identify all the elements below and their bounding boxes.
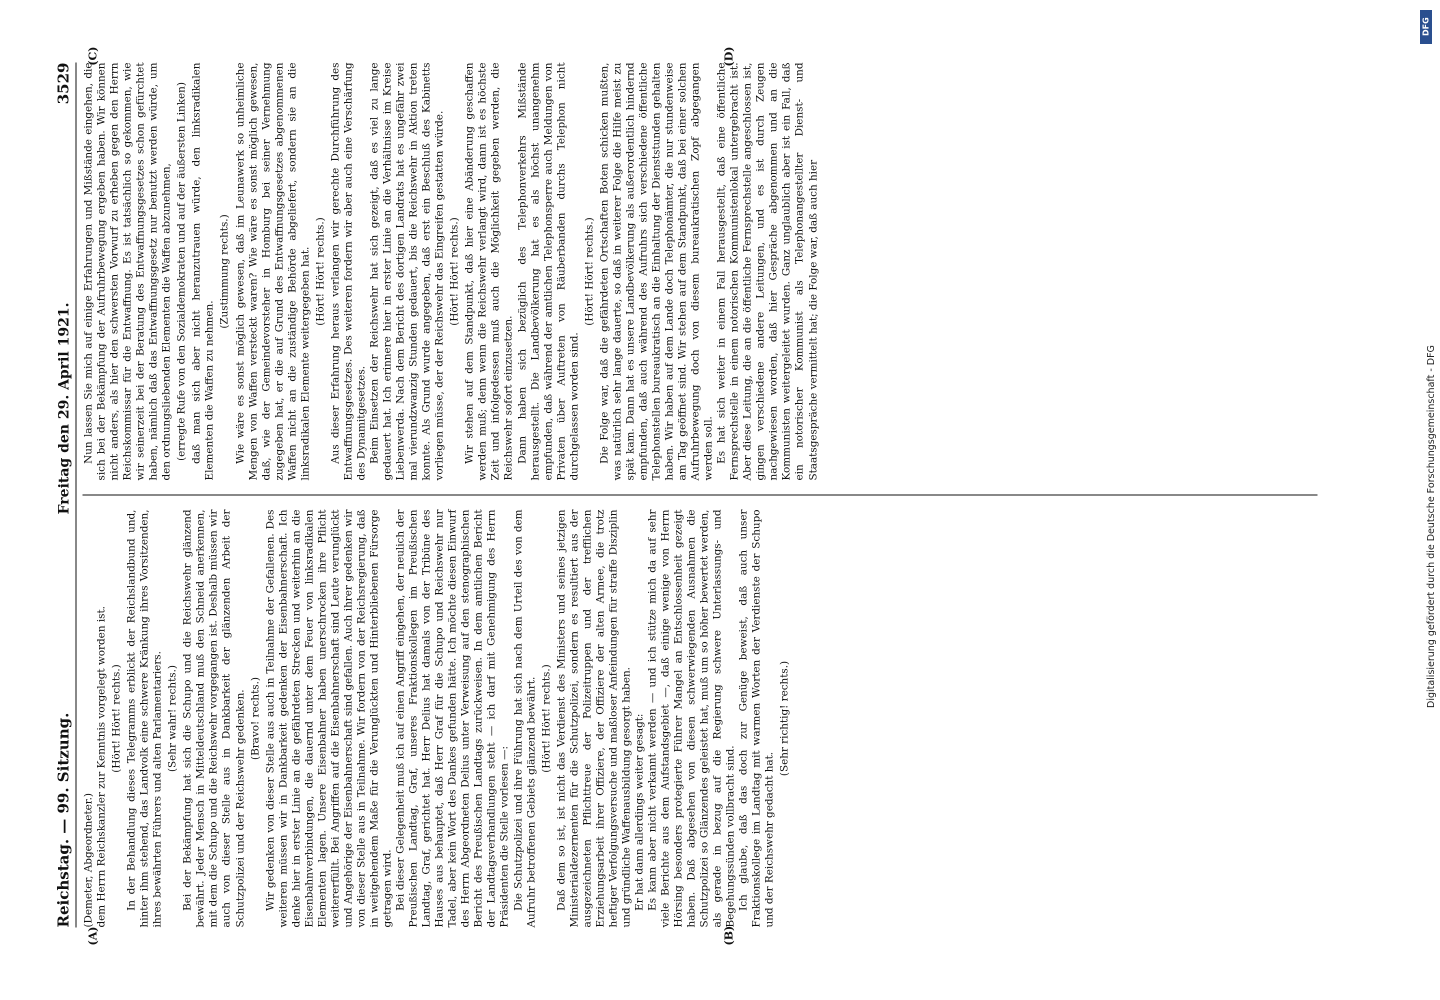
- interjection: (Sehr wahr! rechts.): [166, 664, 179, 772]
- paragraph: Bei dieser Gelegenheit muß ich auf einen Angriff eingehen, der neulich der Preußischen Landtag, Graf, unseres Fraktionskollegen im Preußischen Landtag, Graf, gerichtet hat. Herr Delius hat damals von der Tribüne des Hauses aus behauptet, daß Herr Graf für die Schupo und Reichswehr nur Tadel, aber kein Wort des Dankes gefunden hätte. Ich möchte diesen Einwurf des Herrn Abgeordneten Delius unter Verweisung auf den stenographischen Bericht des Preußischen Landtags zurückweisen. In dem amtlichen Bericht der Landtagsverhandlungen steht — ich darf mit Genehmigung des Herrn Präsidenten die Stelle vorlesen —:: [394, 509, 511, 927]
- paragraph: Daß dem so ist, ist nicht das Verdienst des Ministers und seines jetzigen Ministerialdezernenten für die Schutzpolizei, sondern es resultiert aus der ausgezeichneten Pflichttreue der Polizeitruppen und der trefflichen Erziehungsarbeit ihrer Offiziere, der Offiziere der alten Armee, die trotz heftiger Verfolgungsversuche und maßloser Anfeindungen für straffe Disziplin und gründliche Waffenausbildung gesorgt haben.: [554, 509, 632, 927]
- margin-label-a: (A): [86, 926, 99, 945]
- margin-label-b: (B): [722, 925, 735, 945]
- paragraph: daß man sich aber nicht heranzutrauen würde, den linksradikalen Elementen die Waffen zu nehmen.: [190, 62, 216, 480]
- paragraph: Wir stehen auf dem Standpunkt, daß hier eine Abänderung geschaffen werden muß; denn wenn die Reichswehr verlangt wird, dann ist es höchste Zeit und infolgedessen muß auch die Möglichkeit gegeben werden, die Reichswehr sofort einzusetzen.: [463, 62, 515, 480]
- text-columns: [82, 46, 1317, 945]
- interjection: (Hört! Hört! rechts.): [539, 663, 552, 773]
- paragraph: Es hat sich weiter in einem Fall herausgestellt, daß eine öffentliche Fernsprechstelle in einem notorischen Kommunistenlokal untergebracht ist. Aber diese Leitung, die an die öffentliche Fernsprechstelle angeschlossen ist, gingen verschiedene andere Leitungen, und es ist durch Zeugen nachgewiesen worden, daß hier Gespräche abgenommen und an die Kommunisten weitergeleitet wurden. Ganz unglaublich aber ist ein Fall, daß ein notorischer Kommunist als Telephonangestellter Dienst- und Staatsgespräche vermittelt hat; die Folge war, daß auch hier: [715, 62, 819, 480]
- paragraph: Dann haben sich bezüglich des Telephonverkehrs Mißstände herausgestellt. Die Landbevölkerung hat es als höchst unangenehm empfunden, daß während der amtlichen Telephonsperre auch Meldungen von Privaten über Auftreten von Räuberbanden durchs Telephon nicht durchgelassen worden sind.: [515, 62, 580, 480]
- interjection: (Hört! Hört! rechts.): [110, 663, 123, 773]
- paragraph: Wir gedenken von dieser Stelle aus auch in Teilnahme der Gefallenen. Des weiteren müssen wir in Dankbarkeit gedenken der Eisenbahnerschaft. Ich denke hier in erster Linie an die gefährdeten Strecken und weiterhin an die Eisenbahnverbindungen, die dauernd unter dem Feuer von linksradikalen Elementen lagen. Unsere Eisenbahner haben unerschrocken ihre Pflicht weitererfüllt. Bei Angriffen auf die Eisenbahnerschaft sind Leute verunglückt und Angehörige der Eisenbahnerschaft sind gefallen. Auch ihrer gedenken wir von dieser Stelle aus in Teilnahme. Wir fordern von der Reichsregierung, daß in weitgehendem Maße für die Verunglückten und Hinterbliebenen Fürsorge getragen wird.: [263, 509, 394, 927]
- margin-label-d: (D): [722, 46, 735, 66]
- paragraph: Er hat dann allerdings weiter gesagt:: [632, 713, 645, 911]
- paragraph: Beim Einsetzen der Reichswehr hat sich gezeigt, daß es viel zu lange gedauert hat. Ich erinnere hier in erster Linie an die Verhältnisse im Kreise Liebenwerda. Nach dem Bericht des dortigen Landrats hat es ungefähr zwei mal vierundzwanzig Stunden gedauert, bis die Reichswehr in Aktion treten konnte. Als Grund wurde angegeben, daß erst ein Beschluß des Kabinetts vorliegen müsse, der der Reichswehr das Eingreifen gestatten würde.: [367, 62, 446, 480]
- paragraph: Ich glaube, daß das doch zur Genüge beweist, daß auch unser Fraktionskollege im Landtag mit warmen Worten der Verdienste der Schupo und der Reichswehr gedacht hat.: [737, 509, 776, 927]
- paragraph: In der Behandlung dieses Telegramms erblickt der Reichslandbund und, hinter ihm stehend, das Landvolk eine schwere Kränkung ihres Vorsitzenden, ihres bewährten Führers und alten Parlamentariers.: [125, 509, 164, 927]
- interjection: (Zustimmung rechts.): [218, 213, 231, 329]
- header-date: Freitag den 29. April 1921.: [56, 302, 72, 514]
- page-number: 3529: [54, 62, 72, 104]
- right-column: [82, 46, 1317, 480]
- digitization-credit: [1422, 8, 1440, 998]
- column-divider: [82, 494, 1317, 495]
- paragraph: Es kann aber nicht verkannt werden — und ich stütze mich da auf sehr viele Berichte aus dem Aufstandsgebiet —, daß einige wenige von Herrn Hörsing besonders protegierte Führer Mangel an Entschlossenheit gezeigt haben. Daß abgesehen von diesen schwerwiegenden Ausnahmen die Schutzpolizei so Glänzendes geleistet hat, muß um so höher bewertet werden, als gerade in bezug auf die Regierung schwere Unterlassungs- und Begehungssünden vollbracht sind.: [645, 509, 737, 927]
- interjection: (Bravo! rechts.): [248, 676, 261, 760]
- paragraph: Die Folge war, daß die gefährdeten Ortschaften Boten schicken mußten, was natürlich sehr lange dauerte, so daß in weiterer Folge die Hilfe meist zu spät kam. Dann hat es unsere Landbevölkerung als außerordentlich hindernd empfunden, daß auch während des Aufruhrs sich verschiedene öffentliche Telephonstellen bureaukratisch an die Einhaltung der Dienststunden gehalten haben. Wir haben auf dem Lande doch Telephonämter, die nur stundenweise am Tag geöffnet sind. Wir stehen auf dem Standpunkt, daß bei einer solchen Aufruhrbewegung doch von diesem bureaukratischen Zopf abgegangen werden soll.: [597, 62, 715, 480]
- rotated-content: [48, 44, 1348, 949]
- left-column: [82, 509, 1317, 945]
- header-left: Reichstag. — 99. Sitzung.: [54, 712, 72, 927]
- interjection: (Sehr richtig! rechts.): [778, 660, 791, 776]
- paragraph: Nun lassen Sie mich auf einige Erfahrungen und Mißstände eingehen, die sich bei der Bekämpfung der Aufruhrbewegung ergeben haben. Wir können nicht anders, als hier den schwersten Vorwurf zu erheben gegen den Herrn Reichskommissar für die Entwaffnung. Es ist tatsächlich so gekommen, wie wir seinerzeit bei der Beratung des Entwaffnungsgesetzes schon gefürchtet haben, nämlich daß das Entwaffnungsgesetz nur benutzt werden würde, um den ordnungsliebenden Elementen die Waffen abzunehmen,: [82, 62, 173, 480]
- margin-label-c: (C): [86, 46, 99, 66]
- interjection: (Hört! Hört! rechts.): [582, 216, 595, 326]
- credit-text: Digitalisierung gefördert durch die Deutsche Forschungsgemeinschaft - DFG: [1426, 345, 1437, 708]
- paragraph: Bei der Bekämpfung hat sich die Schupo und die Reichswehr glänzend bewährt. Jeder Mensch in Mitteldeutschland muß den Schneid anerkennen, mit dem die Schupo und die Reichswehr vorgegangen ist. Deshalb müssen wir auch von dieser Stelle aus in Dankbarkeit der glänzenden Arbeit der Schutzpolizei und der Reichswehr gedenken.: [181, 509, 246, 927]
- interjection: (Hört! Hört! rechts.): [448, 216, 461, 326]
- paragraph: Die Schutzpolizei und ihre Führung hat sich nach dem Urteil des von dem Aufruhr betroffenen Gebiets glänzend bewährt.: [511, 509, 537, 927]
- paragraph: Aus dieser Erfahrung heraus verlangen wir gerechte Durchführung des Entwaffnungsgesetzes. Des weiteren fordern wir aber auch eine Verschärfung des Dynamitgesetzes.: [328, 62, 367, 480]
- interjection: (erregte Rufe von den Sozialdemokraten und auf der äußersten Linken): [175, 81, 188, 461]
- dfg-logo: DFG: [1420, 10, 1432, 44]
- paragraph: Wie wäre es sonst möglich gewesen, daß im Leunawerk so unheimliche Mengen von Waffen versteckt waren? Wie wäre es sonst möglich gewesen, daß, wie der Gemeindevorsteher in Homburg bei seiner Vernehmung zugegeben hat, er die auf Grund des Entwaffnungsgesetzes abgenommenen Waffen nicht an die zuständige Behörde abgeliefert, sondern sie an die linksradikalen Elemente weitergegeben hat.: [233, 62, 311, 480]
- running-header: [54, 62, 76, 927]
- paragraph: dem Herrn Reichskanzler zur Kenntnis vorgelegt worden ist.: [95, 605, 108, 927]
- page-frame: [48, 44, 1348, 949]
- paragraph: (Demeter, Abgeordneter.): [82, 792, 94, 927]
- interjection: (Hört! Hört! rechts.): [313, 216, 326, 326]
